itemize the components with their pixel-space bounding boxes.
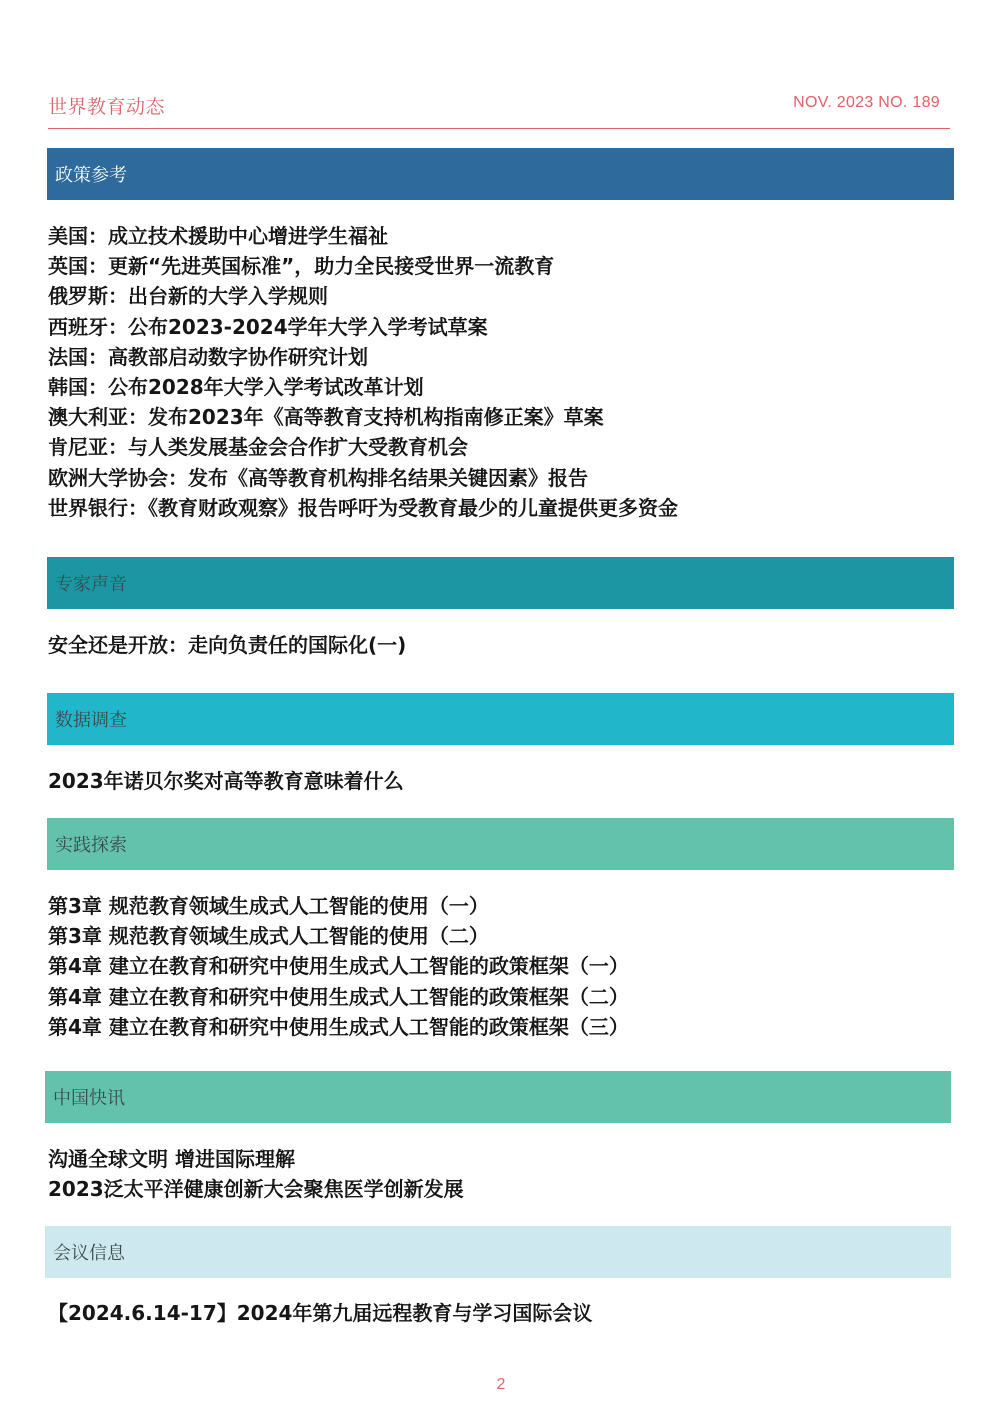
section-header-meeting	[45, 1226, 951, 1278]
list-item[interactable]: 澳大利亚：发布2023年《高等教育支持机构指南修正案》草案	[48, 405, 604, 430]
list-item[interactable]: 【2024.6.14-17】2024年第九届远程教育与学习国际会议	[48, 1301, 593, 1325]
list-item[interactable]: 第3章 规范教育领域生成式人工智能的使用（一）	[48, 894, 489, 918]
list-item[interactable]: 韩国：公布2028年大学入学考试改革计划	[48, 375, 424, 400]
section-header-practice	[47, 818, 954, 870]
list-item[interactable]: 美国：成立技术援助中心增进学生福祉	[48, 224, 388, 248]
data-list	[48, 766, 404, 796]
list-item[interactable]: 第4章 建立在教育和研究中使用生成式人工智能的政策框架（三）	[48, 1014, 629, 1039]
section-title: 专家声音	[55, 574, 127, 595]
list-item[interactable]: 西班牙：公布2023-2024学年大学入学考试草案	[48, 314, 488, 339]
list-item[interactable]: 英国：更新“先进英国标准”，助力全民接受世界一流教育	[48, 254, 555, 279]
page-number: 2	[496, 1376, 506, 1393]
list-item[interactable]: 第4章 建立在教育和研究中使用生成式人工智能的政策框架（一）	[48, 954, 629, 979]
list-item[interactable]: 沟通全球文明 增进国际理解	[48, 1147, 295, 1171]
china-list	[48, 1144, 464, 1204]
section-header-expert	[47, 557, 954, 609]
section-header-china	[45, 1071, 951, 1123]
policy-list	[48, 221, 678, 523]
list-item[interactable]: 2023年诺贝尔奖对高等教育意味着什么	[48, 769, 404, 793]
list-item[interactable]: 肯尼亚：与人类发展基金会合作扩大受教育机会	[48, 435, 468, 460]
header-divider	[48, 128, 950, 129]
expert-list	[48, 630, 406, 660]
section-title: 会议信息	[53, 1243, 125, 1264]
journal-title: 世界教育动态	[48, 96, 166, 118]
list-item[interactable]: 安全还是开放：走向负责任的国际化(一)	[48, 633, 407, 657]
section-title: 政策参考	[55, 165, 127, 186]
list-item[interactable]: 欧洲大学协会：发布《高等教育机构排名结果关键因素》报告	[48, 465, 588, 490]
practice-list	[48, 891, 629, 1042]
list-item[interactable]: 第4章 建立在教育和研究中使用生成式人工智能的政策框架（二）	[48, 984, 629, 1009]
section-header-policy	[47, 148, 954, 200]
section-header-data	[47, 693, 954, 745]
issue-number: NOV. 2023 NO. 189	[793, 94, 940, 111]
list-item[interactable]: 法国：高教部启动数字协作研究计划	[48, 344, 368, 369]
list-item[interactable]: 世界银行：《教育财政观察》报告呼吁为受教育最少的儿童提供更多资金	[48, 495, 678, 520]
section-title: 实践探索	[55, 835, 127, 856]
section-title: 中国快讯	[53, 1088, 125, 1109]
section-title: 数据调查	[55, 710, 127, 731]
list-item[interactable]: 2023泛太平洋健康创新大会聚焦医学创新发展	[48, 1177, 464, 1202]
list-item[interactable]: 第3章 规范教育领域生成式人工智能的使用（二）	[48, 924, 489, 949]
list-item[interactable]: 俄罗斯：出台新的大学入学规则	[48, 284, 328, 309]
meeting-list	[48, 1298, 592, 1328]
